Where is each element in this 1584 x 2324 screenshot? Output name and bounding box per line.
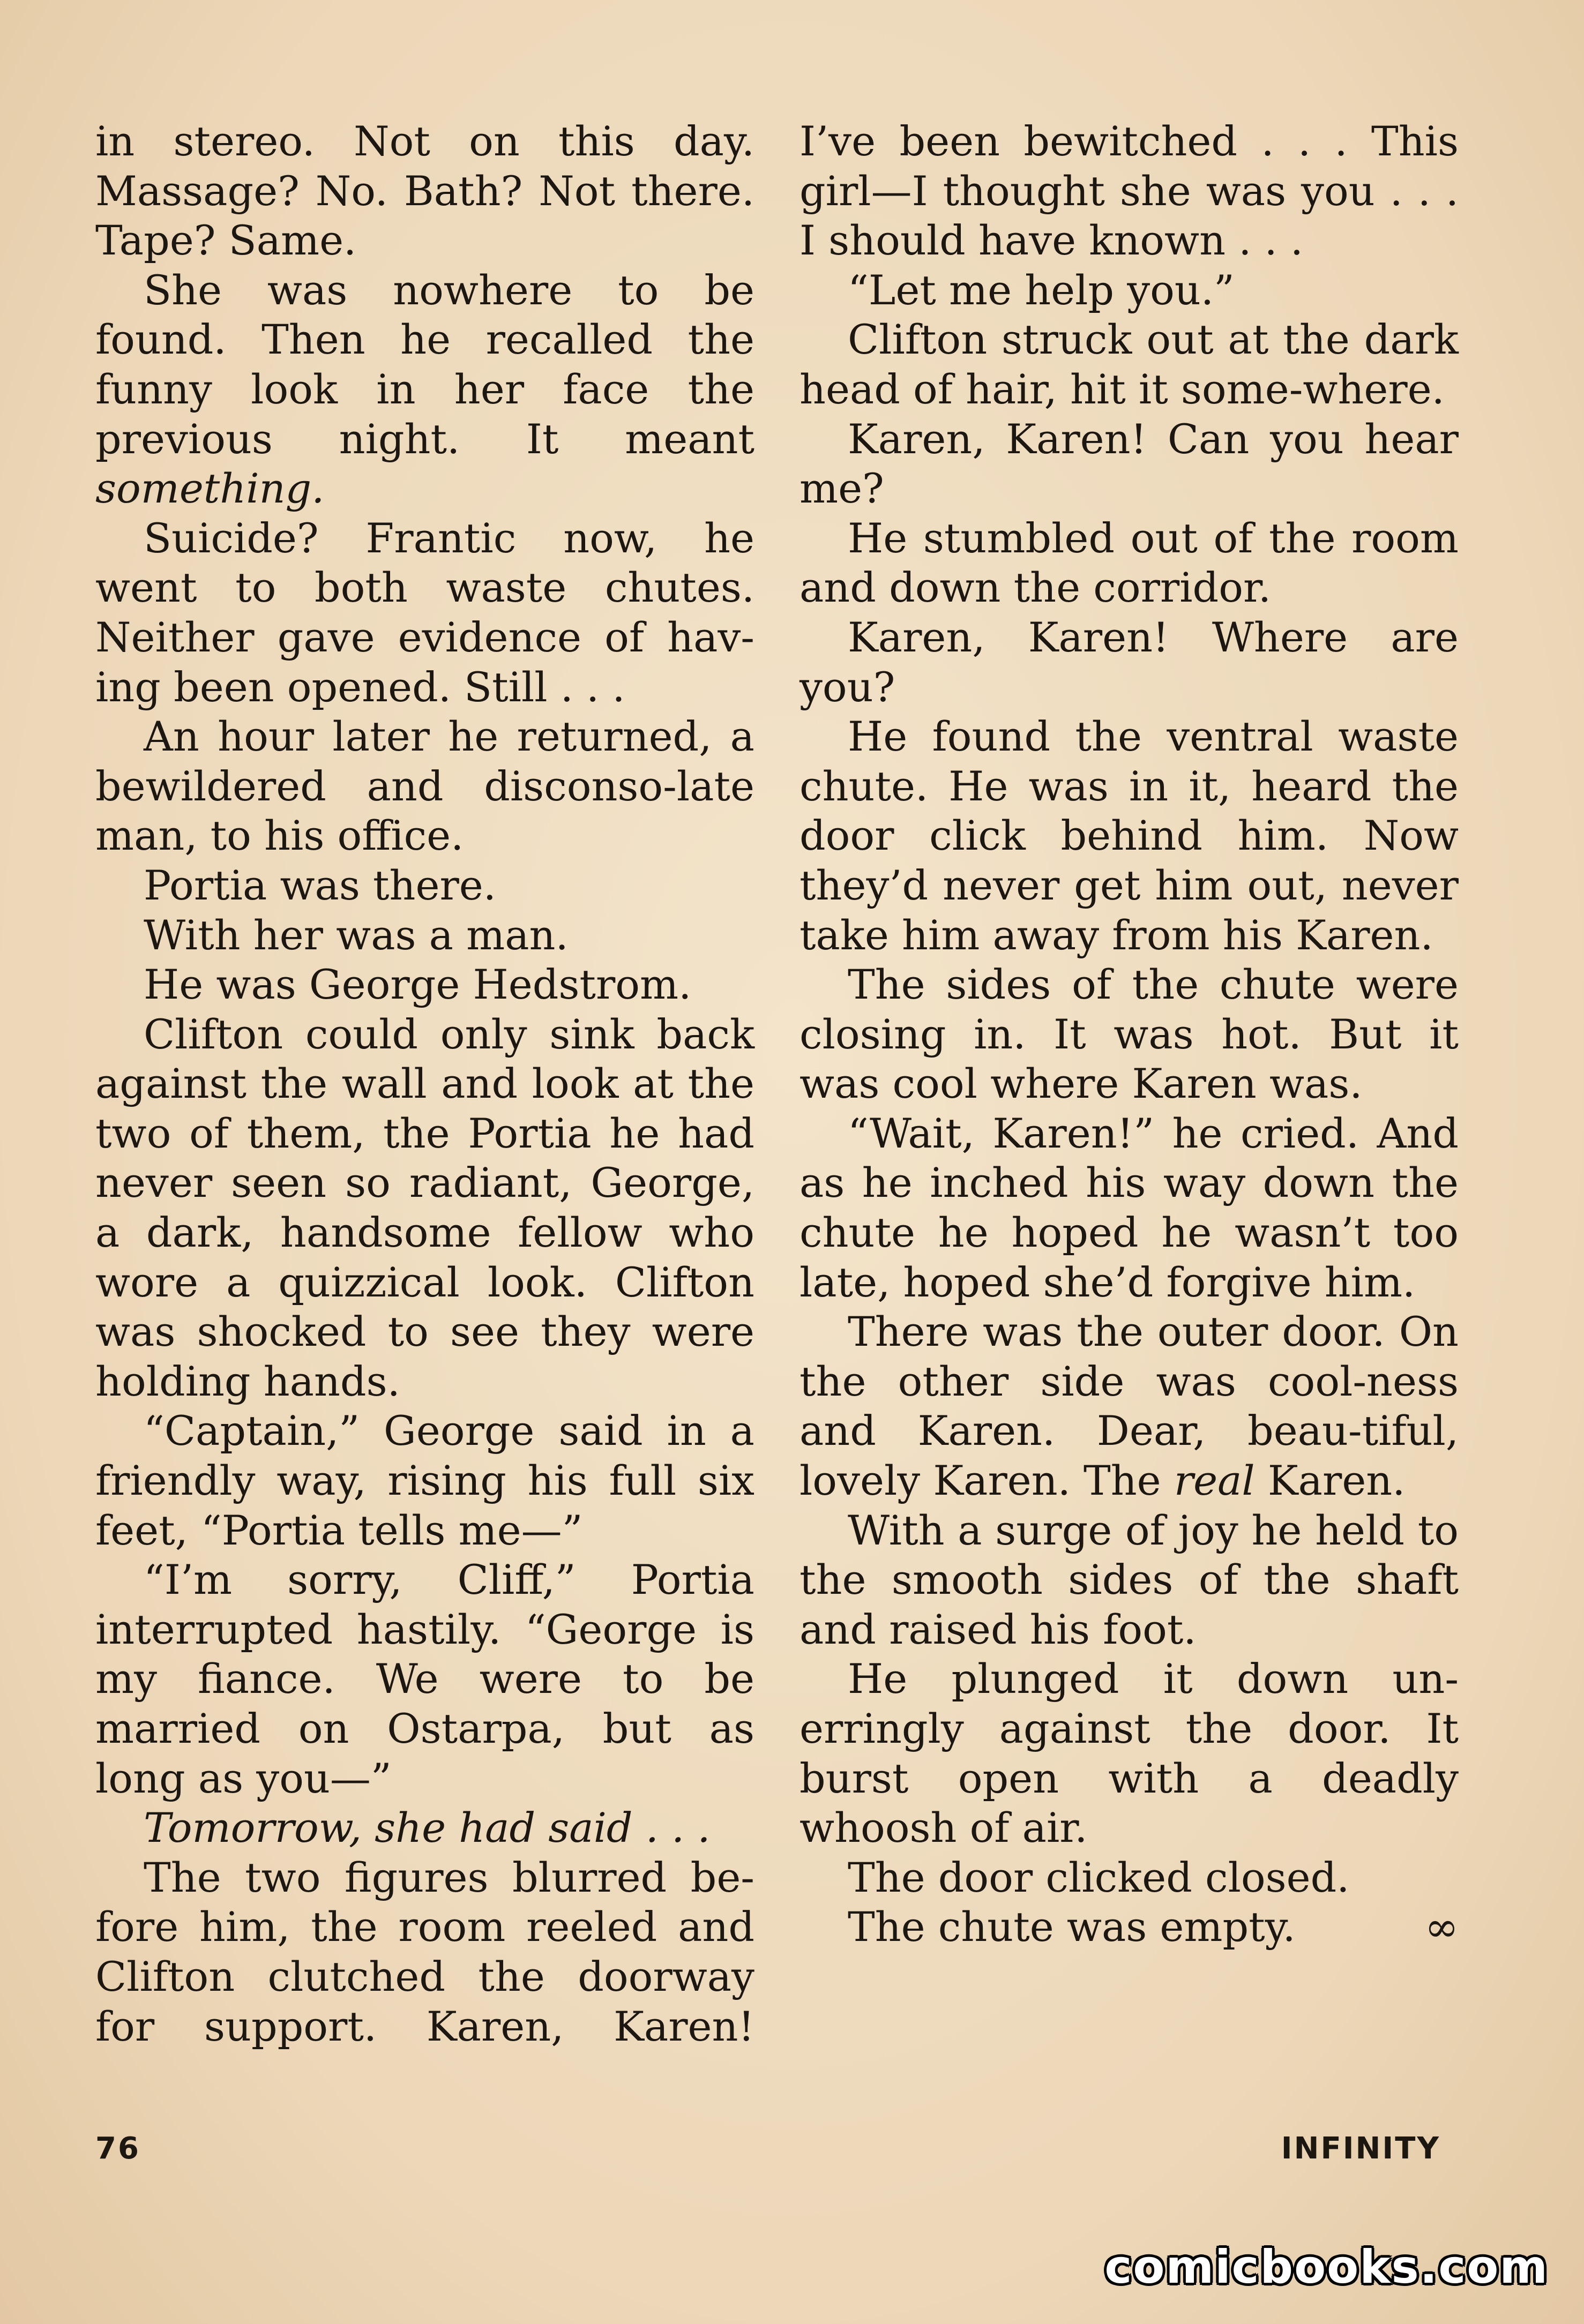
paragraph — [95, 1803, 754, 1853]
paragraph: He plunged it down un-erringly against the door. It burst open with a deadly whoosh of air. — [800, 1655, 1459, 1852]
paragraph: Suicide? Frantic now, he went to both waste chutes. Neither gave evidence of hav-ing been opened. Still . . . — [95, 514, 754, 711]
paragraph: “I’m sorry, Cliff,” Portia interrupted hastily. “George is my fiance. We were to be married on Ostarpa, but as long as you—” — [95, 1556, 754, 1802]
paragraph: He was George Hedstrom. — [144, 961, 692, 1009]
paragraph: I’ve been bewitched . . . This girl—I thought she was you . . . I should have known . . . — [800, 117, 1459, 265]
paragraph: “Let me help you.” — [848, 266, 1235, 314]
paragraph-text: She was nowhere to be found. Then he recalled the funny look in her face the previous night. It meant — [95, 266, 754, 463]
paragraph: The sides of the chute were closing in. It was hot. But it was cool where Karen was. — [800, 961, 1459, 1108]
emphasized-text: something. — [95, 464, 325, 513]
left-column — [95, 117, 754, 2051]
emphasized-text: Tomorrow, she had said . . . — [144, 1804, 711, 1852]
paragraph: He stumbled out of the room and down the corridor. — [800, 514, 1459, 612]
right-column — [800, 117, 1459, 1952]
paragraph: An hour later he returned, a bewildered and disconso-late man, to his office. — [95, 713, 754, 860]
paragraph: Karen, Karen! Can you hear me? — [800, 415, 1459, 513]
paragraph: He found the ventral waste chute. He was in it, heard the door click behind him. Now they’d never get him out, never take him away from his Karen. — [800, 713, 1459, 959]
paragraph — [800, 1307, 1459, 1505]
emphasized-text: real — [1174, 1457, 1255, 1505]
paragraph: Clifton could only sink back against the wall and look at the two of them, the Portia he had never seen so radiant, George, a dark, handsome fellow who wore a quizzical look. Clifton was shocked to see they were holding hands. — [95, 1010, 754, 1405]
page-number: 76 — [95, 2131, 140, 2166]
magazine-title: INFINITY — [1281, 2131, 1440, 2166]
paragraph: The two figures blurred be-fore him, the room reeled and Clifton clutched the doorway for support. Karen, Karen! — [95, 1853, 754, 2050]
paragraph: With her was a man. — [144, 911, 569, 959]
paragraph: The door clicked closed. — [848, 1853, 1350, 1901]
paragraph: “Wait, Karen!” he cried. And as he inched his way down the chute he hoped he wasn’t too late, hoped she’d forgive him. — [800, 1109, 1459, 1306]
watermark: comicbooks.com — [1104, 2240, 1549, 2294]
paragraph — [95, 266, 754, 514]
paragraph: Karen, Karen! Where are you? — [800, 613, 1459, 711]
paragraph: With a surge of joy he held to the smooth sides of the shaft and raised his foot. — [800, 1506, 1459, 1653]
end-mark-icon: ∞ — [1424, 1903, 1459, 1951]
paragraph — [800, 1902, 1459, 1952]
paragraph: Portia was there. — [144, 861, 496, 909]
paragraph: Clifton struck out at the dark head of hair, hit it some-where. — [800, 316, 1459, 413]
paragraph-text: Karen. — [1254, 1457, 1406, 1505]
paragraph: in stereo. Not on this day. Massage? No. Bath? Not there. Tape? Same. — [95, 117, 754, 265]
paragraph-text: There was the outer door. On the other side was cool-ness and Karen. Dear, beau-tiful, lovely Karen. The — [800, 1308, 1459, 1505]
paragraph: “Captain,” George said in a friendly way, rising his full six feet, “Portia tells me—” — [95, 1407, 754, 1554]
paragraph-text: The chute was empty. — [848, 1903, 1296, 1951]
